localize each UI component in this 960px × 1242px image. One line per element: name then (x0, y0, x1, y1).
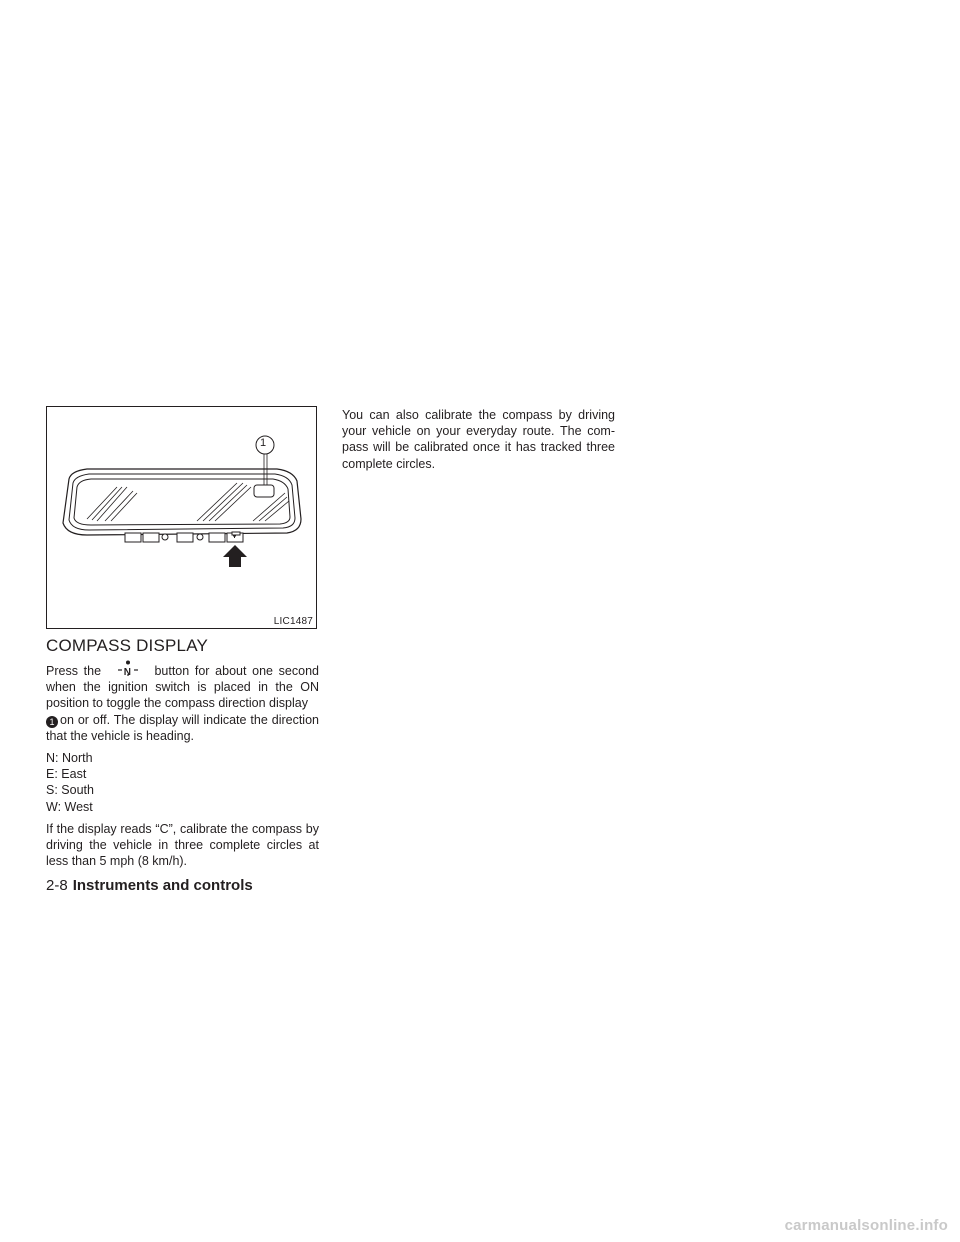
left-column (46, 663, 319, 869)
direction-north: N: North (46, 751, 93, 766)
paragraph-calibrate: If the display reads “C”, calibrate the compass by driving the vehicle in three complete circles at less than 5 mph (8 km/h). (46, 821, 319, 869)
text-run: button for about one second when the ignition switch is placed in the ON position to toggle the compass direction display (46, 664, 319, 711)
watermark[interactable]: carmanualsonline.info (784, 1217, 948, 1234)
paragraph-toggle (46, 663, 319, 744)
direction-south: S: South (46, 783, 94, 798)
page-number: 2-8 (46, 877, 68, 894)
section-heading: COMPASS DISPLAY (46, 636, 209, 655)
callout-1-icon: 1 (46, 716, 58, 728)
direction-east: E: East (46, 767, 87, 782)
rearview-mirror-drawing (47, 407, 318, 630)
compass-icon-letter: N (123, 667, 131, 678)
compass-n-button-icon (107, 663, 149, 677)
text-run: Press the (46, 664, 102, 678)
direction-west: W: West (46, 799, 93, 814)
mirror-illustration (46, 406, 317, 629)
direction-list (46, 750, 319, 815)
right-column (342, 407, 615, 472)
page-footer (46, 877, 253, 894)
section-title: Instruments and controls (72, 877, 253, 894)
text-run: on or off. The display will indicate the direction that the vehicle is heading. (46, 712, 319, 743)
paragraph-route-calibrate: You can also calibrate the compass by driving your vehicle on your everyday route. The com-pass will be calibrated once it has tracked three complete circles. (342, 408, 615, 471)
figure-code: LIC1487 (273, 616, 313, 627)
callout-number: 1 (260, 437, 267, 449)
